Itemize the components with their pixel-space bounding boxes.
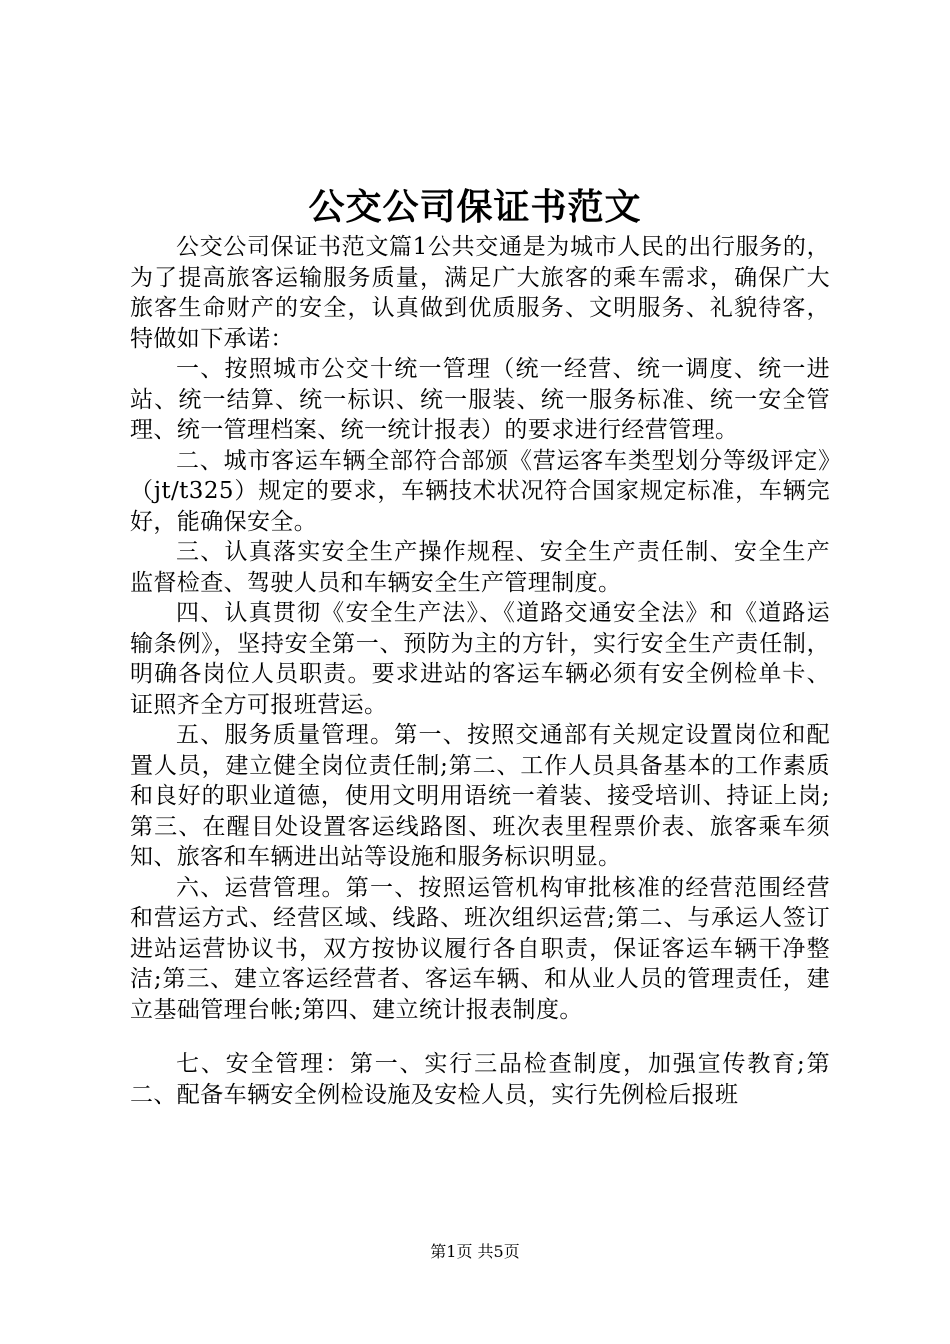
paragraph-item-1: 一、按照城市公交十统一管理（统一经营、统一调度、统一进站、统一结算、统一标识、统一服装、统一服务标准、统一安全管理、统一管理档案、统一统计报表）的要求进行经营管理。: [130, 356, 830, 443]
paragraph-item-3: 三、认真落实安全生产操作规程、安全生产责任制、安全生产监督检查、驾驶人员和车辆安全生产管理制度。: [130, 539, 830, 596]
paragraph-item-6: 六、运营管理。第一、按照运管机构审批核准的经营范围经营和营运方式、经营区域、线路、班次组织运营;第二、与承运人签订进站运营协议书，双方按协议履行各自职责，保证客运车辆干净整洁;第三、建立客运经营者、客运车辆、和从业人员的管理责任，建立基础管理台帐;第四、建立统计报表制度。: [130, 874, 830, 1023]
paragraph-item-7: 七、安全管理：第一、实行三品检查制度，加强宣传教育;第二、配备车辆安全例检设施及安检人员，实行先例检后报班: [130, 1051, 830, 1108]
paragraph-intro: 公交公司保证书范文篇1公共交通是为城市人民的出行服务的，为了提高旅客运输服务质量，满足广大旅客的乘车需求，确保广大旅客生命财产的安全，认真做到优质服务、文明服务、礼貌待客，特做如下承诺：: [130, 234, 830, 352]
document-body: [130, 232, 830, 1110]
document-title: 公交公司保证书范文: [308, 186, 642, 228]
paragraph-item-4: 四、认真贯彻《安全生产法》、《道路交通安全法》和《道路运输条例》，坚持安全第一、预防为主的方针，实行安全生产责任制，明确各岗位人员职责。要求进站的客运车辆必须有安全例检单卡、证照齐全方可报班营运。: [130, 600, 830, 718]
page-footer: 第1页 共5页: [430, 1242, 520, 1261]
paragraph-item-2: 二、城市客运车辆全部符合部颁《营运客车类型划分等级评定》（jt/t325）规定的要求，车辆技术状况符合国家规定标准，车辆完好，能确保安全。: [130, 447, 830, 535]
paragraph-item-5: 五、服务质量管理。第一、按照交通部有关规定设置岗位和配置人员，建立健全岗位责任制;第二、工作人员具备基本的工作素质和良好的职业道德，使用文明用语统一着装、接受培训、持证上岗;第三、在醒目处设置客运线路图、班次表里程票价表、旅客乘车须知、旅客和车辆进出站等设施和服务标识明显。: [130, 722, 830, 870]
